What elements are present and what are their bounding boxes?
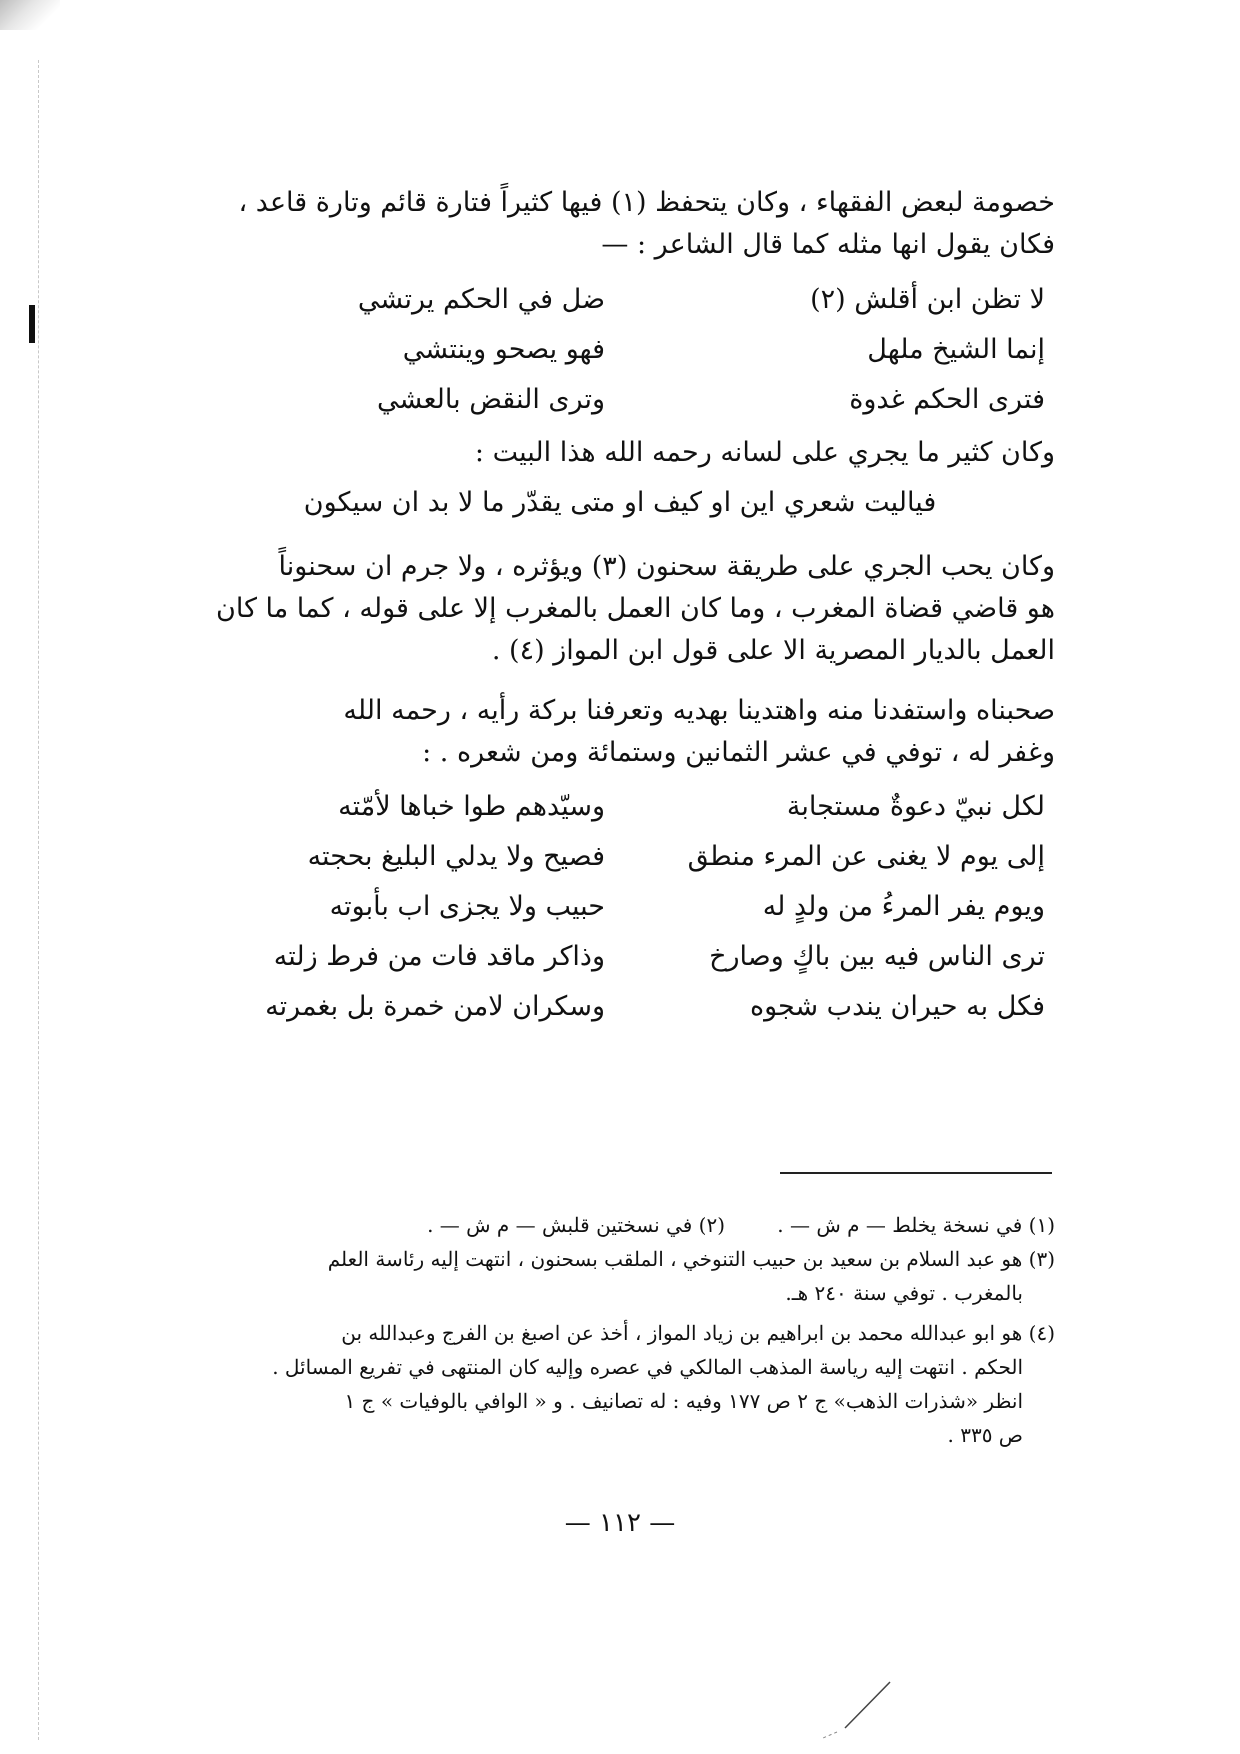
paragraph-1 [185, 182, 1055, 266]
text-line: هو قاضي قضاة المغرب ، وما كان العمل بالمغرب إلا على قوله ، كما ما كان [216, 593, 1055, 624]
poem-2 [185, 782, 1055, 1032]
footnote-4-cont: ص ٣٣٥ . [947, 1423, 1023, 1447]
text-line: صحبناه واستفدنا منه واهتدينا بهديه وتعرفنا بركة رأيه ، رحمه الله [343, 695, 1055, 726]
paragraph-4 [185, 690, 1055, 774]
hemistich-second: ضل في الحكم يرتشي [357, 284, 605, 315]
hemistich-first: إلى يوم لا يغنى عن المرء منطق [687, 841, 1045, 872]
hemistich-second: وذاكر ماقد فات من فرط زلته [273, 941, 605, 972]
verse-line [185, 275, 1055, 325]
paragraph-3 [185, 546, 1055, 672]
hemistich-first: فترى الحكم غدوة [849, 384, 1045, 415]
verse-line [185, 832, 1055, 882]
hemistich-first: فكل به حيران يندب شجوه [749, 991, 1045, 1022]
text-line: وكان كثير ما يجري على لسانه رحمه الله هذا البيت : [474, 437, 1055, 468]
verse-line [185, 932, 1055, 982]
footnote-3-cont: بالمغرب . توفي سنة ٢٤٠ هـ. [785, 1281, 1023, 1305]
hemistich-second: فهو يصحو وينتشي [402, 334, 605, 365]
paragraph-2 [185, 432, 1055, 474]
hemistich-second: وسكران لامن خمرة بل بغمرته [265, 991, 605, 1022]
hemistich-first: لا تظن ابن أقلش (٢) [810, 284, 1045, 315]
scan-corner-artifact [0, 0, 60, 30]
hemistich-first: ترى الناس فيه بين باكٍ وصارخ [709, 941, 1045, 972]
footnote-3: (٣) هو عبد السلام بن سعيد بن حبيب التنوخي ، الملقب بسحنون ، انتهت إليه رئاسة العلم [327, 1247, 1055, 1271]
hemistich-first: إنما الشيخ ملهل [867, 334, 1045, 365]
single-verse: فياليت شعري اين او كيف او متى يقدّر ما لا بد ان سيكون [303, 487, 937, 518]
hemistich-second: حبيب ولا يجزى اب بأبوته [329, 891, 605, 922]
text-line: فكان يقول انها مثله كما قال الشاعر : — [601, 229, 1055, 260]
pen-stroke-mark [815, 1680, 905, 1740]
verse-line [185, 375, 1055, 425]
footnote-4: (٤) هو ابو عبدالله محمد بن ابراهيم بن زياد المواز ، أخذ عن اصبغ بن الفرج وعبدالله بن [341, 1321, 1055, 1345]
footnote-1: (١) في نسخة يخلط — م ش — . [777, 1213, 1055, 1237]
footnote-4-cont: انظر «شذرات الذهب» ج ٢ ص ١٧٧ وفيه : له تصانيف . و « الوافي بالوفيات » ج ١ [344, 1389, 1023, 1413]
verse-line [185, 882, 1055, 932]
text-line: العمل بالديار المصرية الا على قول ابن المواز (٤) . [491, 635, 1055, 666]
footnote-4-cont: الحكم . انتهت إليه رياسة المذهب المالكي في عصره وإليه كان المنتهى في تفريع المسائل . [272, 1355, 1023, 1379]
text-line: وغفر له ، توفي في عشر الثمانين وستمائة ومن شعره . : [422, 737, 1055, 768]
binding-edge [38, 60, 40, 1740]
verse-line [185, 782, 1055, 832]
poem-1 [185, 275, 1055, 425]
hemistich-first: لكل نبيّ دعوةٌ مستجابة [786, 791, 1045, 822]
footnote-separator [780, 1172, 1052, 1174]
hemistich-second: وسيّدهم طوا خباها لأمّته [338, 791, 605, 822]
hemistich-second: فصيح ولا يدلي البليغ بحجته [307, 841, 605, 872]
verse-line [185, 982, 1055, 1032]
page-number: — ١١٢ — [564, 1508, 676, 1538]
footnote-2: (٢) في نسختين قلبش — م ش — . [427, 1213, 725, 1237]
text-line: وكان يحب الجري على طريقة سحنون (٣) ويؤثره ، ولا جرم ان سحنوناً [278, 551, 1055, 582]
verse-line [185, 325, 1055, 375]
footnote-row [185, 1208, 1055, 1242]
footnotes [185, 1208, 1055, 1452]
text-line: خصومة لبعض الفقهاء ، وكان يتحفظ (١) فيها كثيراً فتارة قائم وتارة قاعد ، [238, 187, 1055, 218]
hemistich-second: وترى النقض بالعشي [377, 384, 605, 415]
binding-mark [29, 305, 35, 343]
hemistich-first: ويوم يفر المرءُ من ولدٍ له [762, 891, 1045, 922]
